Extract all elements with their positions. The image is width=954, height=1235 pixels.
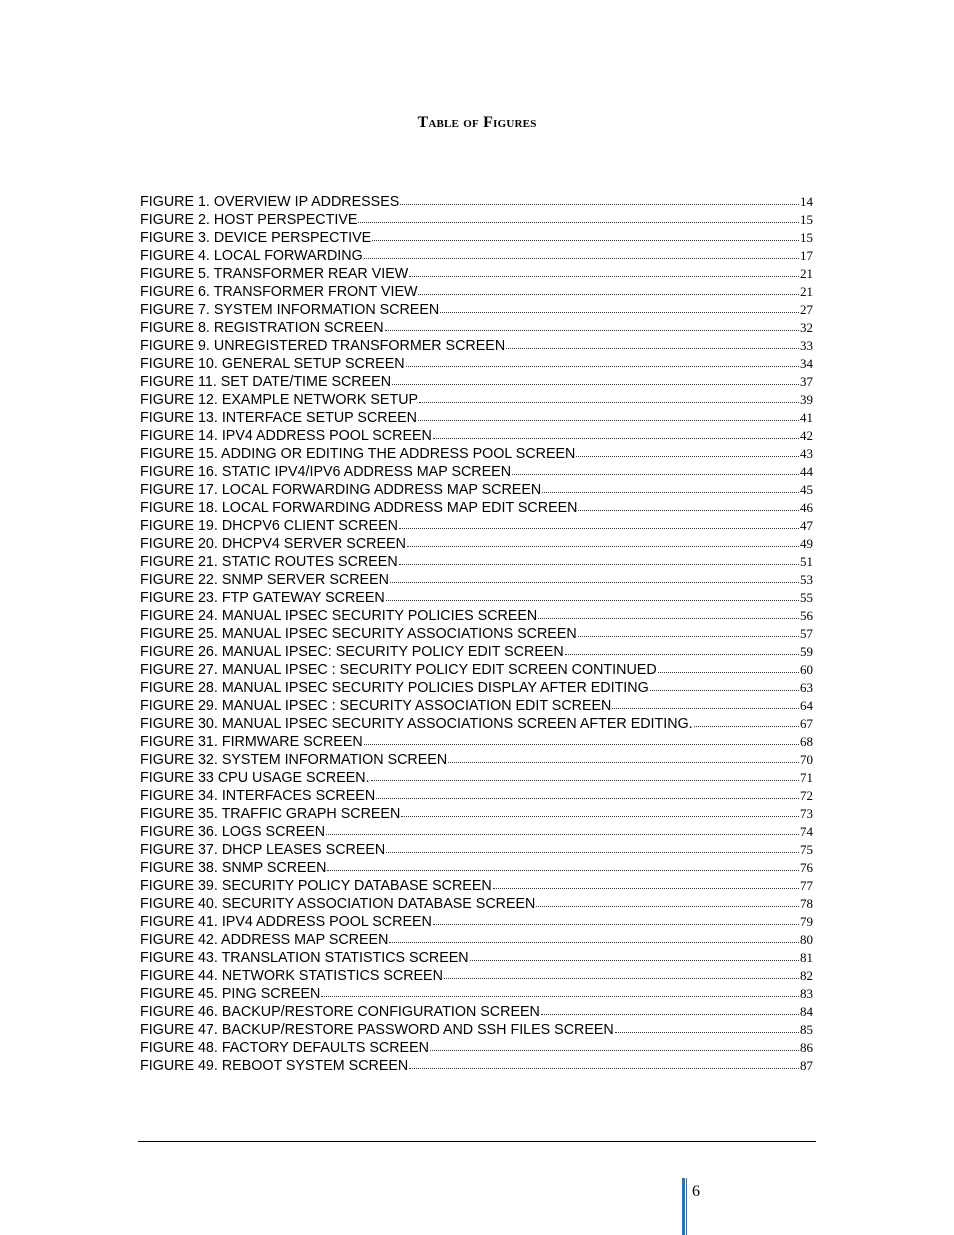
toc-leader-dots (612, 708, 799, 709)
toc-entry-label: FIGURE 1. OVERVIEW IP ADDRESSES (140, 194, 400, 210)
toc-entry[interactable] (140, 985, 813, 1003)
toc-entry-page: 44 (800, 464, 813, 479)
toc-entry-label: FIGURE 3. DEVICE PERSPECTIVE (140, 230, 372, 246)
toc-entry-page: 34 (800, 356, 813, 371)
toc-entry-label: FIGURE 21. STATIC ROUTES SCREEN (140, 554, 398, 570)
toc-leader-dots (372, 240, 799, 241)
page-number-accent-bar (682, 1178, 685, 1235)
toc-leader-dots (321, 996, 799, 997)
toc-entry-page: 55 (800, 590, 813, 605)
toc-entry-label: FIGURE 2. HOST PERSPECTIVE (140, 212, 358, 228)
toc-leader-dots (407, 546, 799, 547)
toc-entry-page: 68 (800, 734, 813, 749)
toc-entry-page: 42 (800, 428, 813, 443)
toc-entry-label: FIGURE 40. SECURITY ASSOCIATION DATABASE SCREEN (140, 896, 536, 912)
toc-entry-label: FIGURE 19. DHCPV6 CLIENT SCREEN (140, 518, 398, 534)
toc-entry[interactable] (140, 823, 813, 841)
toc-entry-page: 74 (800, 824, 813, 839)
toc-entry-page: 33 (800, 338, 813, 353)
toc-entry-page: 21 (800, 284, 813, 299)
toc-entry[interactable] (140, 391, 813, 409)
toc-entry[interactable] (140, 337, 813, 355)
toc-leader-dots (578, 636, 799, 637)
toc-entry[interactable] (140, 211, 813, 229)
toc-entry-page: 83 (800, 986, 813, 1001)
toc-entry-page: 39 (800, 392, 813, 407)
toc-leader-dots (409, 1068, 799, 1069)
toc-entry-page: 49 (800, 536, 813, 551)
toc-entry-label: FIGURE 29. MANUAL IPSEC : SECURITY ASSOCIATION EDIT SCREEN (140, 698, 612, 714)
page-number: 6 (692, 1183, 700, 1200)
toc-entry-label: FIGURE 31. FIRMWARE SCREEN (140, 734, 363, 750)
toc-entry[interactable] (140, 355, 813, 373)
toc-leader-dots (385, 330, 799, 331)
toc-entry[interactable] (140, 697, 813, 715)
toc-leader-dots (419, 402, 799, 403)
toc-leader-dots (536, 906, 799, 907)
toc-leader-dots (470, 960, 799, 961)
toc-entry[interactable] (140, 301, 813, 319)
toc-entry-label: FIGURE 8. REGISTRATION SCREEN (140, 320, 384, 336)
toc-leader-dots (650, 690, 799, 691)
toc-entry[interactable] (140, 769, 813, 787)
toc-entry-label: FIGURE 7. SYSTEM INFORMATION SCREEN (140, 302, 440, 318)
toc-entry-page: 67 (800, 716, 813, 731)
toc-leader-dots (386, 600, 799, 601)
toc-leader-dots (399, 564, 799, 565)
toc-entry-label: FIGURE 13. INTERFACE SETUP SCREEN (140, 410, 417, 426)
toc-entry-page: 81 (800, 950, 813, 965)
toc-entry-label: FIGURE 6. TRANSFORMER FRONT VIEW (140, 284, 418, 300)
toc-leader-dots (430, 1050, 799, 1051)
toc-entry[interactable] (140, 535, 813, 553)
toc-entry-label: FIGURE 24. MANUAL IPSEC SECURITY POLICIES SCREEN (140, 608, 538, 624)
toc-entry[interactable] (140, 931, 813, 949)
toc-leader-dots (400, 204, 799, 205)
toc-leader-dots (358, 222, 799, 223)
toc-entry[interactable] (140, 1057, 813, 1075)
toc-entry-page: 87 (800, 1058, 813, 1073)
toc-leader-dots (364, 258, 799, 259)
toc-entry-label: FIGURE 32. SYSTEM INFORMATION SCREEN (140, 752, 448, 768)
toc-entry-page: 57 (800, 626, 813, 641)
toc-leader-dots (542, 492, 799, 493)
toc-entry[interactable] (140, 715, 813, 733)
toc-entry-page: 64 (800, 698, 813, 713)
toc-leader-dots (578, 510, 799, 511)
toc-entry-label: FIGURE 28. MANUAL IPSEC SECURITY POLICIES DISPLAY AFTER EDITING (140, 680, 649, 696)
toc-entry-label: FIGURE 42. ADDRESS MAP SCREEN (140, 932, 389, 948)
toc-entry[interactable] (140, 1003, 813, 1021)
toc-entry[interactable] (140, 949, 813, 967)
toc-entry[interactable] (140, 877, 813, 895)
toc-entry-label: FIGURE 5. TRANSFORMER REAR VIEW (140, 266, 409, 282)
toc-leader-dots (694, 726, 799, 727)
table-of-figures-list (140, 193, 813, 1075)
toc-entry-page: 15 (800, 212, 813, 227)
toc-entry-label: FIGURE 38. SNMP SCREEN (140, 860, 327, 876)
toc-entry[interactable] (140, 319, 813, 337)
toc-entry-label: FIGURE 26. MANUAL IPSEC: SECURITY POLICY EDIT SCREEN (140, 644, 564, 660)
toc-entry-label: FIGURE 46. BACKUP/RESTORE CONFIGURATION SCREEN (140, 1004, 540, 1020)
toc-entry[interactable] (140, 589, 813, 607)
toc-entry-label: FIGURE 14. IPV4 ADDRESS POOL SCREEN (140, 428, 432, 444)
toc-entry-label: FIGURE 17. LOCAL FORWARDING ADDRESS MAP SCREEN (140, 482, 542, 498)
page-number-accent-line (686, 1178, 687, 1235)
toc-entry-page: 17 (800, 248, 813, 263)
toc-entry-label: FIGURE 36. LOGS SCREEN (140, 824, 326, 840)
toc-entry-page: 15 (800, 230, 813, 245)
toc-entry[interactable] (140, 733, 813, 751)
toc-entry-page: 46 (800, 500, 813, 515)
toc-entry-label: FIGURE 23. FTP GATEWAY SCREEN (140, 590, 385, 606)
toc-leader-dots (401, 816, 799, 817)
toc-leader-dots (538, 618, 799, 619)
toc-entry-page: 47 (800, 518, 813, 533)
toc-entry[interactable] (140, 409, 813, 427)
toc-leader-dots (541, 1014, 799, 1015)
toc-leader-dots (418, 294, 799, 295)
toc-leader-dots (327, 870, 799, 871)
toc-leader-dots (389, 942, 799, 943)
toc-entry-label: FIGURE 12. EXAMPLE NETWORK SETUP (140, 392, 419, 408)
toc-leader-dots (406, 366, 799, 367)
toc-entry-label: FIGURE 30. MANUAL IPSEC SECURITY ASSOCIATIONS SCREEN AFTER EDITING. (140, 716, 693, 732)
toc-entry-label: FIGURE 35. TRAFFIC GRAPH SCREEN (140, 806, 401, 822)
toc-entry-label: FIGURE 48. FACTORY DEFAULTS SCREEN (140, 1040, 429, 1056)
page-title: Table of Figures (417, 114, 537, 131)
toc-leader-dots (371, 780, 799, 781)
toc-entry-label: FIGURE 15. ADDING OR EDITING THE ADDRESS POOL SCREEN (140, 446, 576, 462)
toc-entry-label: FIGURE 27. MANUAL IPSEC : SECURITY POLICY EDIT SCREEN CONTINUED (140, 662, 657, 678)
toc-entry-label: FIGURE 11. SET DATE/TIME SCREEN (140, 374, 392, 390)
toc-entry-page: 27 (800, 302, 813, 317)
toc-entry-label: FIGURE 22. SNMP SERVER SCREEN (140, 572, 389, 588)
toc-entry[interactable] (140, 643, 813, 661)
toc-entry-page: 56 (800, 608, 813, 623)
toc-entry-page: 14 (800, 194, 813, 209)
toc-entry-page: 21 (800, 266, 813, 281)
toc-entry[interactable] (140, 445, 813, 463)
toc-entry[interactable] (140, 607, 813, 625)
toc-entry-label: FIGURE 45. PING SCREEN (140, 986, 321, 1002)
toc-entry-page: 80 (800, 932, 813, 947)
toc-entry[interactable] (140, 625, 813, 643)
toc-entry[interactable] (140, 481, 813, 499)
toc-entry-label: FIGURE 37. DHCP LEASES SCREEN (140, 842, 386, 858)
toc-entry[interactable] (140, 463, 813, 481)
toc-entry[interactable] (140, 373, 813, 391)
toc-leader-dots (576, 456, 799, 457)
toc-leader-dots (440, 312, 799, 313)
toc-entry-page: 79 (800, 914, 813, 929)
toc-entry[interactable] (140, 661, 813, 679)
toc-leader-dots (409, 276, 799, 277)
toc-entry[interactable] (140, 895, 813, 913)
toc-entry[interactable] (140, 283, 813, 301)
toc-entry[interactable] (140, 247, 813, 265)
toc-entry-page: 73 (800, 806, 813, 821)
toc-entry[interactable] (140, 751, 813, 769)
toc-entry-label: FIGURE 43. TRANSLATION STATISTICS SCREEN (140, 950, 469, 966)
toc-entry[interactable] (140, 499, 813, 517)
toc-entry-page: 37 (800, 374, 813, 389)
toc-leader-dots (493, 888, 799, 889)
toc-entry[interactable] (140, 265, 813, 283)
toc-leader-dots (392, 384, 799, 385)
toc-leader-dots (433, 924, 799, 925)
toc-entry-label: FIGURE 10. GENERAL SETUP SCREEN (140, 356, 405, 372)
toc-leader-dots (444, 978, 799, 979)
toc-entry-label: FIGURE 49. REBOOT SYSTEM SCREEN (140, 1058, 409, 1074)
toc-entry-label: FIGURE 4. LOCAL FORWARDING (140, 248, 363, 264)
toc-entry-page: 75 (800, 842, 813, 857)
toc-entry-page: 78 (800, 896, 813, 911)
toc-entry-page: 72 (800, 788, 813, 803)
toc-entry-page: 45 (800, 482, 813, 497)
toc-entry-label: FIGURE 41. IPV4 ADDRESS POOL SCREEN (140, 914, 432, 930)
toc-entry-page: 77 (800, 878, 813, 893)
toc-entry-label: FIGURE 9. UNREGISTERED TRANSFORMER SCREEN (140, 338, 506, 354)
toc-entry-page: 59 (800, 644, 813, 659)
toc-entry[interactable] (140, 859, 813, 877)
toc-entry[interactable] (140, 517, 813, 535)
toc-leader-dots (376, 798, 799, 799)
toc-entry-page: 84 (800, 1004, 813, 1019)
footer-divider (138, 1141, 816, 1142)
toc-entry[interactable] (140, 913, 813, 931)
toc-entry[interactable] (140, 229, 813, 247)
toc-leader-dots (364, 744, 799, 745)
toc-entry[interactable] (140, 1021, 813, 1039)
toc-leader-dots (386, 852, 799, 853)
toc-leader-dots (326, 834, 799, 835)
toc-leader-dots (433, 438, 799, 439)
toc-leader-dots (399, 528, 799, 529)
toc-leader-dots (390, 582, 799, 583)
toc-leader-dots (448, 762, 799, 763)
toc-entry[interactable] (140, 1039, 813, 1057)
toc-entry-label: FIGURE 44. NETWORK STATISTICS SCREEN (140, 968, 443, 984)
toc-entry-label: FIGURE 47. BACKUP/RESTORE PASSWORD AND SSH FILES SCREEN (140, 1022, 614, 1038)
toc-entry-page: 76 (800, 860, 813, 875)
toc-leader-dots (506, 348, 799, 349)
toc-entry-page: 51 (800, 554, 813, 569)
toc-entry[interactable] (140, 787, 813, 805)
toc-entry-page: 82 (800, 968, 813, 983)
toc-leader-dots (512, 474, 799, 475)
toc-entry-page: 63 (800, 680, 813, 695)
toc-leader-dots (418, 420, 799, 421)
toc-entry-label: FIGURE 34. INTERFACES SCREEN (140, 788, 376, 804)
toc-entry-label: FIGURE 25. MANUAL IPSEC SECURITY ASSOCIATIONS SCREEN (140, 626, 577, 642)
toc-entry[interactable] (140, 841, 813, 859)
toc-entry-page: 53 (800, 572, 813, 587)
toc-leader-dots (565, 654, 799, 655)
toc-entry[interactable] (140, 805, 813, 823)
toc-entry-page: 32 (800, 320, 813, 335)
toc-entry-page: 71 (800, 770, 813, 785)
toc-leader-dots (658, 672, 799, 673)
toc-entry-page: 86 (800, 1040, 813, 1055)
toc-entry-page: 60 (800, 662, 813, 677)
toc-entry[interactable] (140, 427, 813, 445)
toc-entry-page: 85 (800, 1022, 813, 1037)
toc-entry-label: FIGURE 16. STATIC IPV4/IPV6 ADDRESS MAP SCREEN (140, 464, 512, 480)
toc-entry-page: 70 (800, 752, 813, 767)
toc-entry[interactable] (140, 553, 813, 571)
toc-entry-label: FIGURE 18. LOCAL FORWARDING ADDRESS MAP EDIT SCREEN (140, 500, 578, 516)
toc-entry-page: 43 (800, 446, 813, 461)
toc-entry-label: FIGURE 20. DHCPV4 SERVER SCREEN (140, 536, 406, 552)
toc-entry-label: FIGURE 33 CPU USAGE SCREEN. (140, 770, 370, 786)
toc-entry-page: 41 (800, 410, 813, 425)
toc-entry-label: FIGURE 39. SECURITY POLICY DATABASE SCREEN (140, 878, 492, 894)
toc-entry[interactable] (140, 193, 813, 211)
toc-entry[interactable] (140, 571, 813, 589)
toc-entry[interactable] (140, 679, 813, 697)
toc-leader-dots (615, 1032, 799, 1033)
toc-entry[interactable] (140, 967, 813, 985)
